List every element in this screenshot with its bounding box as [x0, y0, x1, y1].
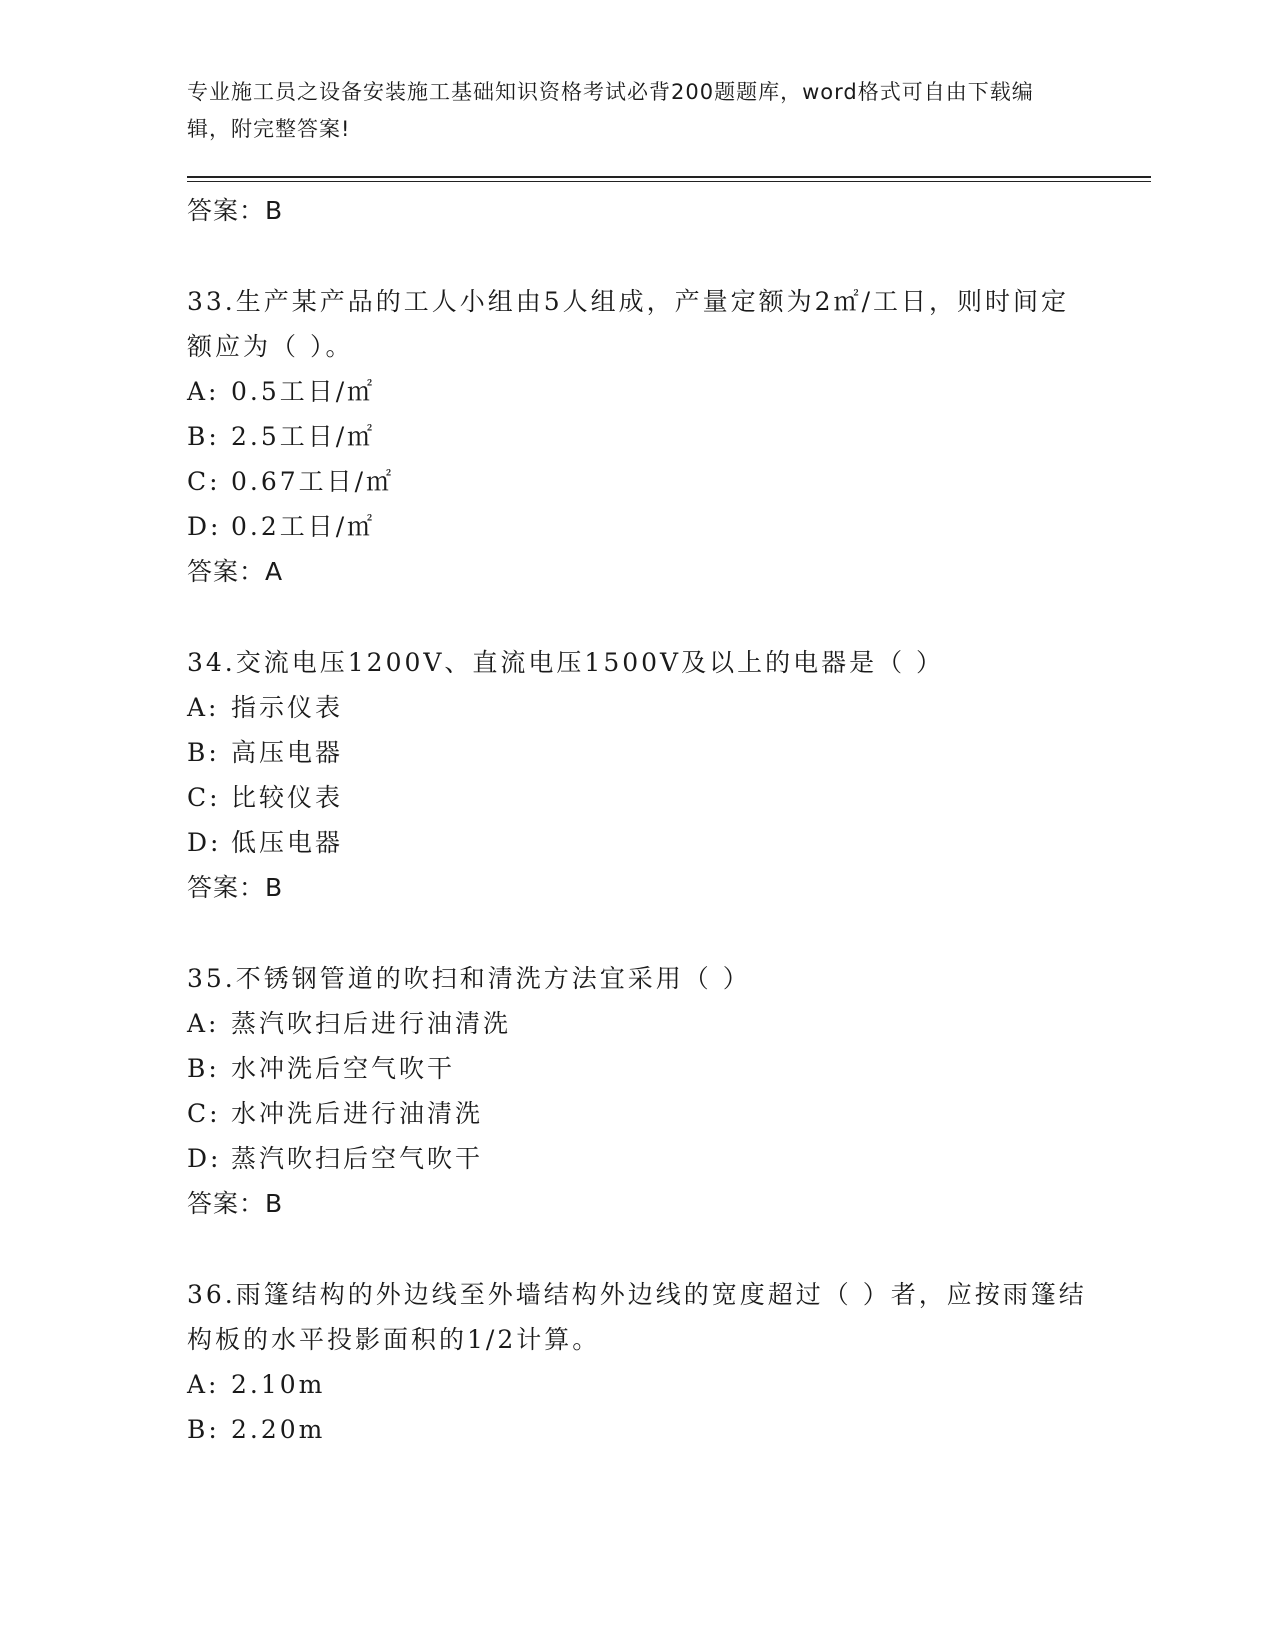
- question-block: [187, 1272, 1087, 1452]
- option-c: [187, 459, 1087, 504]
- option-letter: C:: [187, 467, 221, 496]
- option-c: [187, 775, 1087, 820]
- option-a: [187, 1362, 1087, 1407]
- option-a: [187, 685, 1087, 730]
- header-divider-thick: [187, 176, 1151, 178]
- option-text: 低压电器: [231, 828, 344, 857]
- answer-label: 答案：B: [187, 873, 284, 902]
- option-text: 0.2工日/㎡: [231, 512, 376, 541]
- option-b: [187, 730, 1087, 775]
- header-divider-thin: [187, 181, 1151, 182]
- option-text: 高压电器: [231, 738, 344, 767]
- option-text: 2.5工日/㎡: [231, 422, 376, 451]
- option-letter: A:: [187, 377, 220, 406]
- option-text: 0.67工日/㎡: [231, 467, 395, 496]
- option-a: [187, 369, 1087, 414]
- option-letter: B:: [187, 1054, 220, 1083]
- option-b: [187, 414, 1087, 459]
- option-letter: C:: [187, 783, 221, 812]
- question-text: 36.雨篷结构的外边线至外墙结构外边线的宽度超过（ ）者，应按雨篷结构板的水平投影面积的1/2计算。: [187, 1280, 1087, 1354]
- option-a: [187, 1001, 1087, 1046]
- option-letter: A:: [187, 1370, 220, 1399]
- option-letter: B:: [187, 422, 220, 451]
- question-block: [187, 279, 1087, 595]
- question-text: 35.不锈钢管道的吹扫和清洗方法宜采用（ ）: [187, 964, 751, 993]
- question-block: [187, 956, 1087, 1227]
- option-text: 蒸汽吹扫后进行油清洗: [231, 1009, 512, 1038]
- option-text: 2.20m: [231, 1415, 326, 1444]
- option-text: 蒸汽吹扫后空气吹干: [231, 1144, 484, 1173]
- option-c: [187, 1091, 1087, 1136]
- option-text: 水冲洗后进行油清洗: [231, 1099, 484, 1128]
- option-b: [187, 1407, 1087, 1452]
- question-text: 33.生产某产品的工人小组由5人组成，产量定额为2㎡/工日，则时间定额应为（ ）。: [187, 287, 1069, 361]
- question-block: [187, 640, 1087, 911]
- option-text: 2.10m: [231, 1370, 326, 1399]
- page-header: 专业施工员之设备安装施工基础知识资格考试必背200题题库，word格式可自由下载编辑，附完整答案!: [187, 80, 1034, 141]
- option-letter: A:: [187, 693, 220, 722]
- answer-label: 答案：A: [187, 557, 284, 586]
- option-text: 比较仪表: [231, 783, 344, 812]
- option-b: [187, 1046, 1087, 1091]
- option-text: 指示仪表: [231, 693, 344, 722]
- option-text: 0.5工日/㎡: [231, 377, 376, 406]
- option-d: [187, 1136, 1087, 1181]
- option-letter: D:: [187, 1144, 222, 1173]
- option-d: [187, 820, 1087, 865]
- option-letter: B:: [187, 738, 220, 767]
- option-text: 水冲洗后空气吹干: [231, 1054, 456, 1083]
- option-letter: D:: [187, 512, 222, 541]
- option-letter: A:: [187, 1009, 220, 1038]
- answer-label: 答案：B: [187, 1189, 284, 1218]
- question-list: [187, 188, 1087, 1452]
- question-text: 34.交流电压1200V、直流电压1500V及以上的电器是（ ）: [187, 648, 945, 677]
- option-letter: B:: [187, 1415, 220, 1444]
- option-letter: C:: [187, 1099, 221, 1128]
- option-d: [187, 504, 1087, 549]
- answer-label: 答案：B: [187, 196, 284, 225]
- option-letter: D:: [187, 828, 222, 857]
